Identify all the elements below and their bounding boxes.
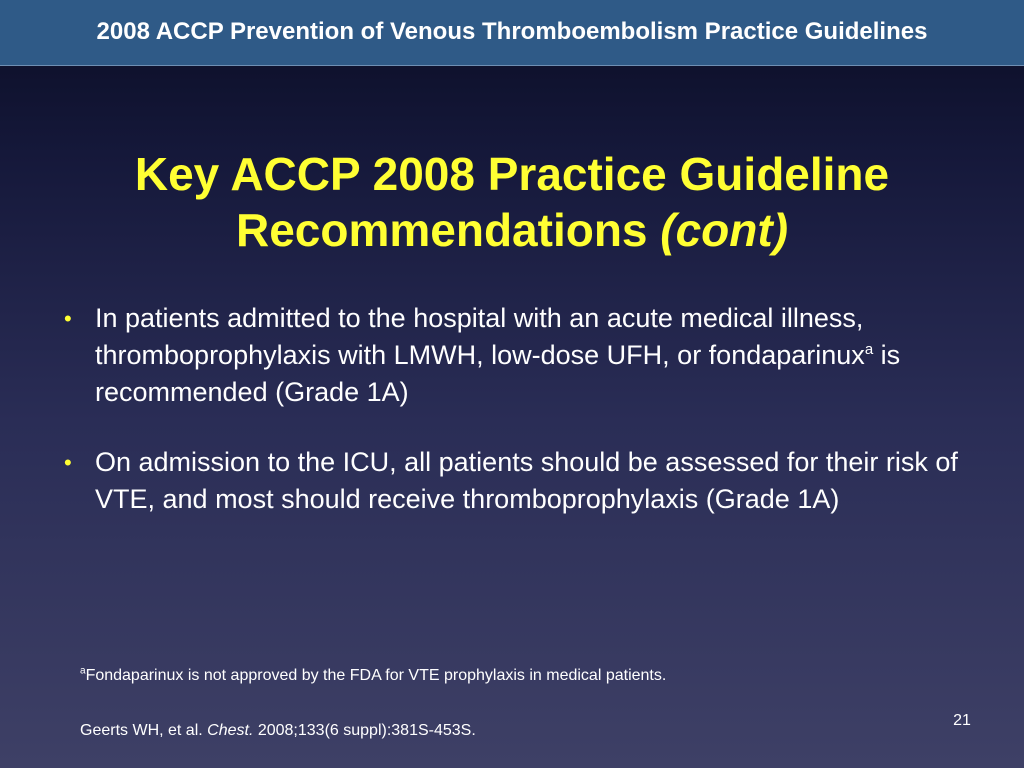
slide-title bbox=[40, 146, 984, 258]
bullet-dot-icon: • bbox=[64, 306, 72, 331]
footnote-superscript: a bbox=[80, 665, 86, 677]
citation-details: 2008;133(6 suppl):381S-453S. bbox=[253, 722, 476, 739]
slide-title-main: Recommendations bbox=[235, 204, 661, 256]
bullet-text-1-part1: In patients admitted to the hospital with an acute medical illness, thromboprophylaxis with LMWH, low-dose UFH, or fondaparinux bbox=[95, 303, 865, 370]
bullet-item-1 bbox=[60, 300, 980, 411]
header-title: 2008 ACCP Prevention of Venous Thromboembolism Practice Guidelines bbox=[96, 18, 928, 45]
bullet-item-2 bbox=[60, 444, 980, 518]
footnote-text: Fondaparinux is not approved by the FDA for VTE prophylaxis in medical patients. bbox=[85, 667, 667, 684]
slide-title-line2 bbox=[40, 202, 984, 258]
bullet-text-2: On admission to the ICU, all patients should be assessed for their risk of VTE, and most should receive thromboprophylaxis (Grade 1A) bbox=[95, 447, 958, 514]
page-number: 21 bbox=[953, 712, 971, 729]
footnote bbox=[80, 667, 960, 685]
bullet-dot-icon: • bbox=[64, 450, 72, 475]
slide-title-cont: (cont) bbox=[660, 204, 789, 256]
slide-title-line1: Key ACCP 2008 Practice Guideline bbox=[134, 148, 890, 200]
header-bar bbox=[0, 0, 1024, 66]
citation-authors: Geerts WH, et al. bbox=[80, 722, 208, 739]
citation bbox=[80, 722, 840, 740]
citation-journal: Chest. bbox=[207, 722, 254, 739]
bullet-text-1-part2: is recommended (Grade 1A) bbox=[95, 340, 901, 407]
bullet-list bbox=[60, 300, 980, 551]
bullet-superscript: a bbox=[864, 341, 874, 358]
